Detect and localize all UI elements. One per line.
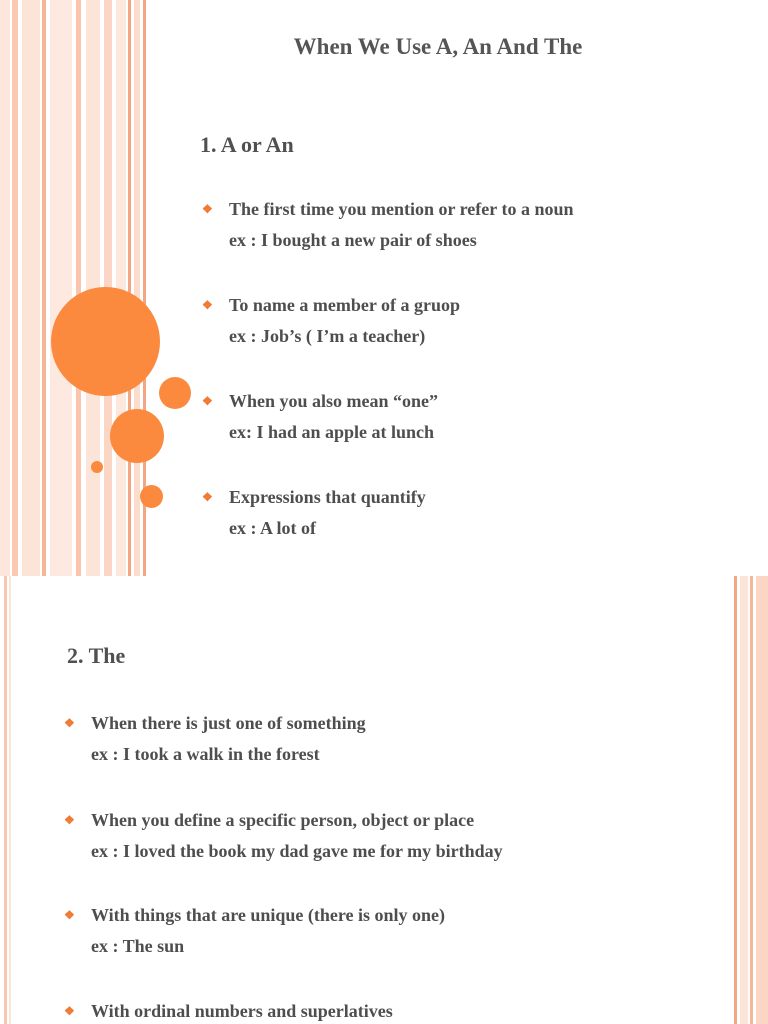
bullet-text: Expressions that quantify — [229, 487, 426, 507]
slide-2 — [0, 576, 768, 1024]
bullet-item — [64, 996, 393, 1024]
decorative-stripe — [12, 0, 18, 576]
bullet-item — [202, 482, 426, 544]
bullet-item — [64, 805, 503, 867]
diamond-bullet-icon: ❖ — [64, 908, 75, 922]
bullet-text: With ordinal numbers and superlatives — [91, 1001, 393, 1021]
decorative-stripe — [0, 0, 10, 576]
bullet-example: ex : A lot of — [229, 518, 316, 538]
diamond-bullet-icon: ❖ — [64, 716, 75, 730]
slide-title: When We Use A, An And The — [293, 34, 583, 59]
bullet-text: When there is just one of something — [91, 713, 366, 733]
bullet-text: When you define a specific person, object or place — [91, 810, 475, 830]
bullet-example: ex : The sun — [91, 936, 185, 956]
bullet-item — [64, 900, 446, 962]
decorative-stripe — [4, 576, 7, 1024]
decorative-stripe — [22, 0, 40, 576]
bullet-example: ex: I had an apple at lunch — [229, 422, 435, 442]
bullet-example: ex : I took a walk in the forest — [91, 744, 320, 764]
decorative-stripe — [128, 0, 131, 576]
diamond-bullet-icon: ❖ — [202, 202, 213, 216]
decorative-circle — [159, 377, 191, 409]
decorative-stripe — [134, 0, 140, 576]
decorative-stripe — [750, 576, 753, 1024]
section-heading-a-an: 1. A or An — [200, 132, 294, 157]
bullet-text: The first time you mention or refer to a noun — [229, 199, 574, 219]
diamond-bullet-icon: ❖ — [202, 394, 213, 408]
bullet-example: ex : I loved the book my dad gave me for my birthday — [91, 841, 503, 861]
decorative-stripe — [734, 576, 737, 1024]
decorative-stripe — [42, 0, 46, 576]
diamond-bullet-icon: ❖ — [64, 813, 75, 827]
diamond-bullet-icon: ❖ — [64, 1004, 75, 1018]
bullet-item — [64, 708, 366, 770]
decorative-circle-large — [51, 287, 160, 396]
decorative-stripe — [76, 0, 81, 576]
bullet-text: When you also mean “one” — [229, 391, 439, 411]
section-heading-the: 2. The — [67, 643, 126, 668]
decorative-circle-small — [91, 461, 103, 473]
bullet-example: ex : Job’s ( I’m a teacher) — [229, 326, 426, 346]
decorative-stripe — [50, 0, 72, 576]
decorative-circle — [140, 485, 163, 508]
decorative-stripe — [756, 576, 768, 1024]
decorative-circle — [110, 409, 164, 463]
decorative-stripe — [740, 576, 748, 1024]
bullet-item — [202, 290, 460, 352]
diamond-bullet-icon: ❖ — [202, 490, 213, 504]
bullet-item — [202, 194, 574, 256]
bullet-text: With things that are unique (there is only one) — [91, 905, 446, 925]
bullet-text: To name a member of a gruop — [229, 295, 460, 315]
bullet-example: ex : I bought a new pair of shoes — [229, 230, 477, 250]
decorative-stripe — [9, 576, 11, 1024]
diamond-bullet-icon: ❖ — [202, 298, 213, 312]
bullet-item — [202, 386, 439, 448]
